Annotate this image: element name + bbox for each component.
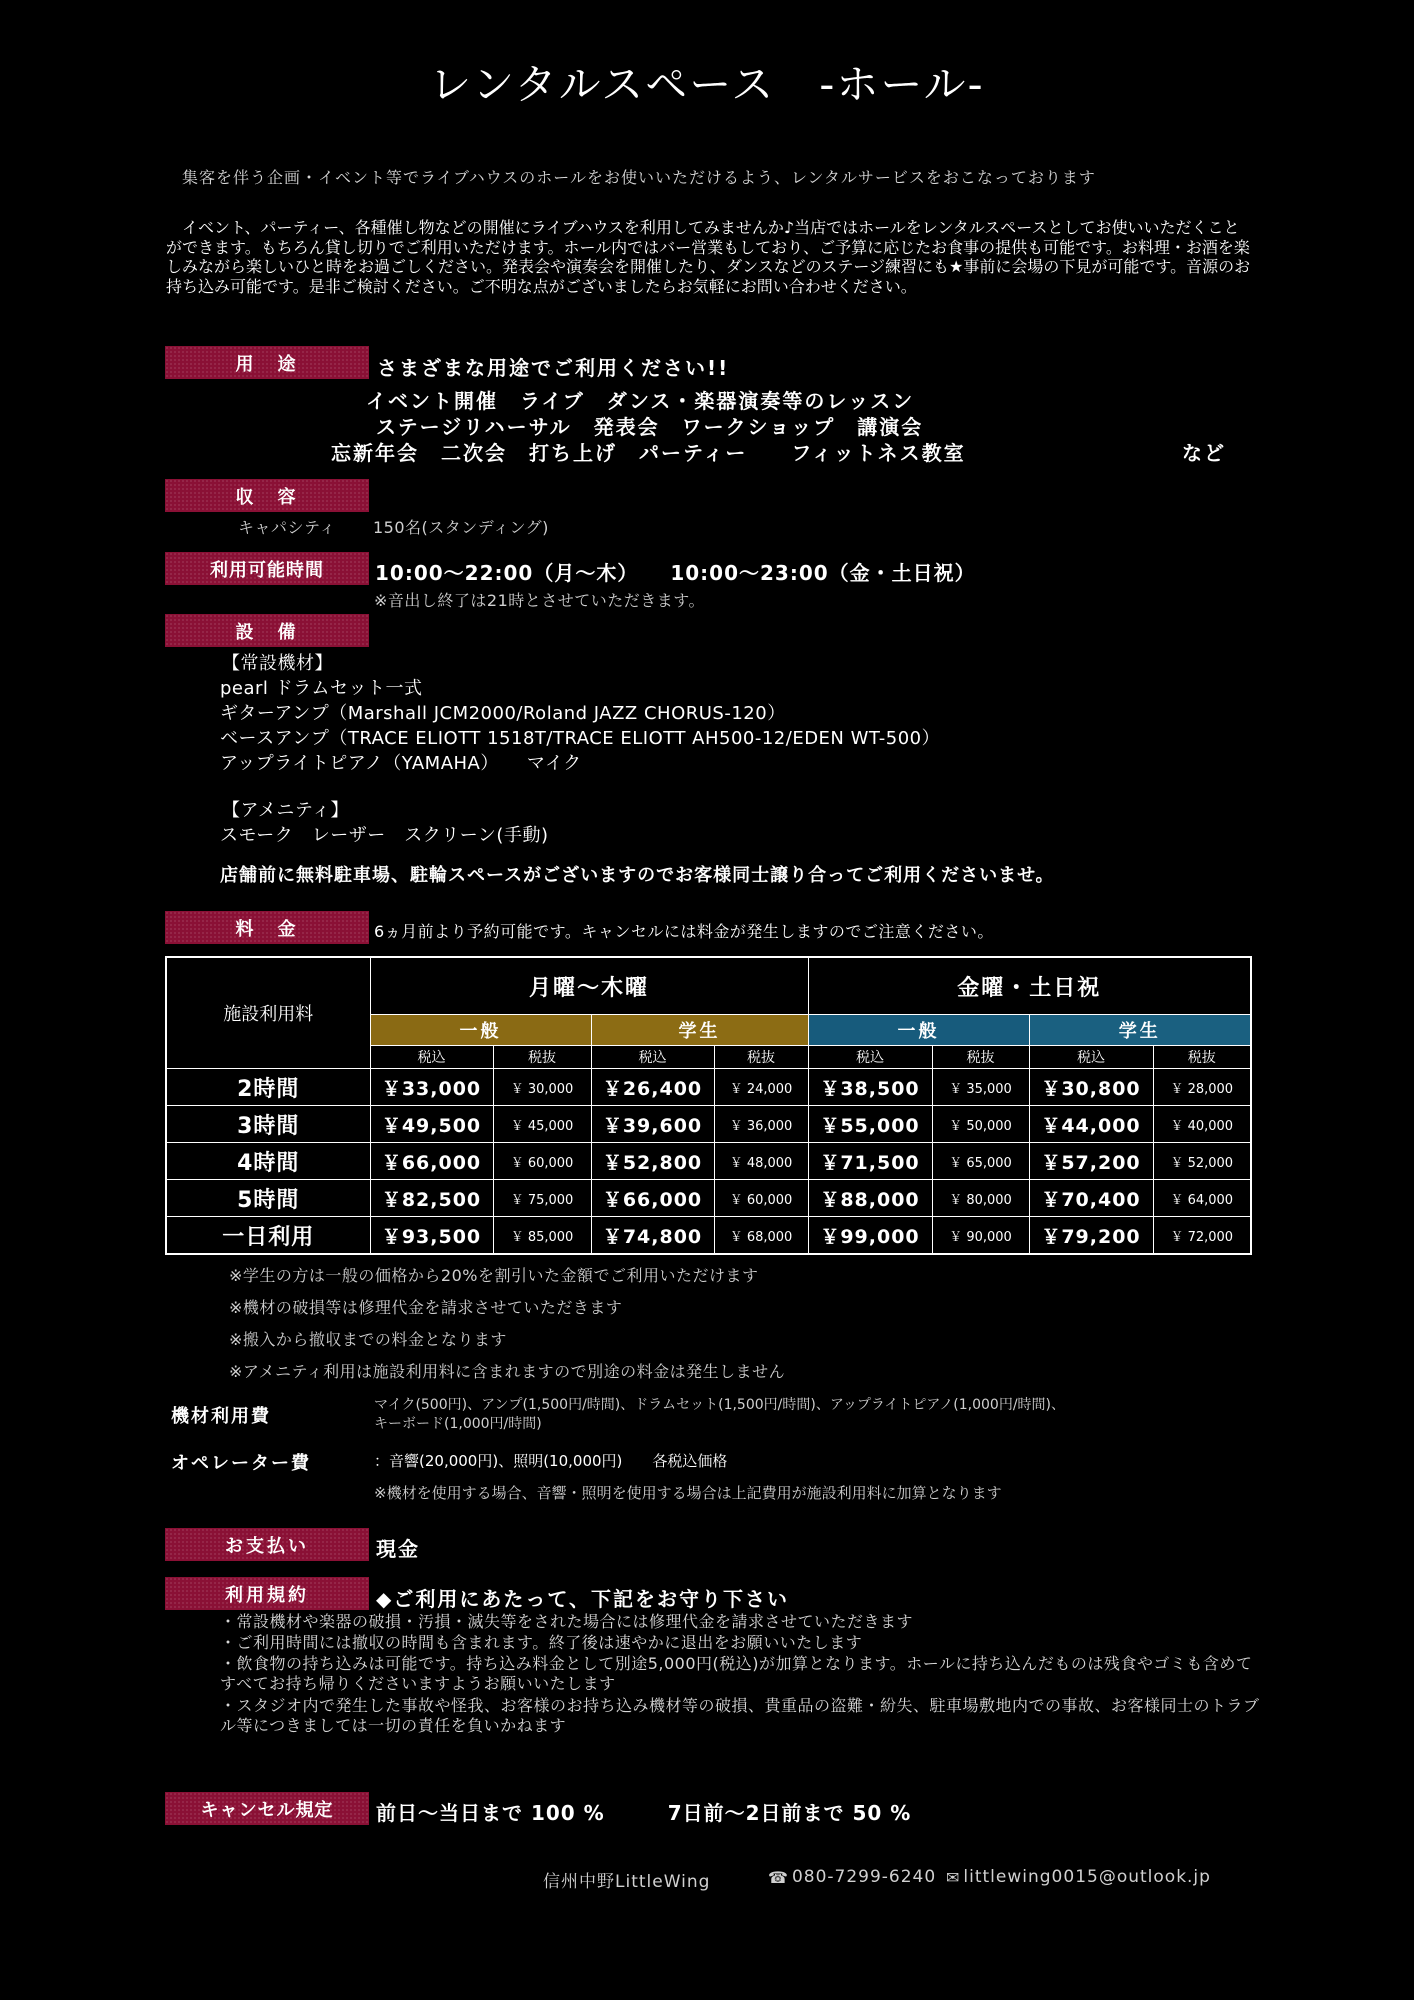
section-label-capacity: 収 容 [165, 479, 369, 512]
equipment-item: ギターアンプ（Marshall JCM2000/Roland JAZZ CHORUS-120） [220, 703, 786, 724]
tax-in-header: 税込 [591, 1046, 714, 1069]
capacity-value: 150名(スタンディング) [373, 518, 549, 537]
price-table [165, 956, 1252, 1255]
price-tax-in: ￥82,500 [370, 1180, 493, 1217]
section-label-payment: お支払い [165, 1528, 369, 1561]
fee-note-item: ※搬入から撤収までの料金となります [229, 1330, 507, 1349]
hours-text: 10:00～22:00（月～木） 10:00～23:00（金・土日祝） [375, 561, 976, 585]
price-tax-in: ￥57,200 [1029, 1143, 1153, 1180]
price-tax-ex: ￥ 90,000 [932, 1217, 1029, 1255]
price-tax-ex: ￥ 52,000 [1153, 1143, 1251, 1180]
operator-fee-note: ※機材を使用する場合、音響・照明を使用する場合は上記費用が施設利用料に加算となります [374, 1484, 1002, 1502]
price-tax-ex: ￥ 45,000 [493, 1106, 591, 1143]
table-row [166, 1180, 1251, 1217]
row-duration: 2時間 [166, 1069, 370, 1106]
price-tax-in: ￥49,500 [370, 1106, 493, 1143]
cancel-text: 前日～当日まで 100 % 7日前～2日前まで 50 % [376, 1801, 912, 1825]
price-tax-ex: ￥ 80,000 [932, 1180, 1029, 1217]
price-tax-in: ￥52,800 [591, 1143, 714, 1180]
tax-in-header: 税込 [1029, 1046, 1153, 1069]
weekend-student-header: 学生 [1029, 1015, 1251, 1046]
intro-paragraph: イベント、パーティー、各種催し物などの開催にライブハウスを利用してみませんか♪当店ではホールをレンタルスペースとしてお使いいただくことができます。もちろん貸し切りでご利用いただけます。ホール内ではバー営業もしており、ご予算に応じたお食事の提供も可能です。お料理・お酒を楽しみながら楽しいひと時をお過ごしください。発表会や演奏会を開催したり、ダンスなどのステージ練習にも★事前に会場の下見が可能です。音源のお持ち込み可能です。是非ご検討ください。ご不明な点がございましたらお気軽にお問い合わせください。 [166, 218, 1251, 296]
amenity-heading: 【アメニティ】 [222, 800, 349, 821]
fee-note: 6ヵ月前より予約可能です。キャンセルには料金が発生しますのでご注意ください。 [374, 922, 994, 941]
parking-note: 店舗前に無料駐車場、駐輪スペースがございますのでお客様同士譲り合ってご利用くださいませ。 [220, 865, 1055, 886]
section-label-equipment: 設 備 [165, 614, 369, 647]
purpose-etc: など [1182, 441, 1226, 465]
price-tax-in: ￥39,600 [591, 1106, 714, 1143]
section-label-cancel: キャンセル規定 [165, 1792, 369, 1825]
tax-ex-header: 税抜 [1153, 1046, 1251, 1069]
payment-value: 現金 [376, 1537, 420, 1561]
price-tax-ex: ￥ 24,000 [714, 1069, 808, 1106]
price-tax-ex: ￥ 75,000 [493, 1180, 591, 1217]
purpose-line-3: 忘新年会 二次会 打ち上げ パーティー フィットネス教室 [331, 441, 966, 465]
capacity-key: キャパシティ [238, 518, 336, 537]
section-label-fee: 料 金 [165, 911, 369, 944]
section-label-purpose: 用 途 [165, 346, 369, 379]
table-corner: 施設利用料 [166, 957, 370, 1069]
gear-fee-label: 機材利用費 [171, 1406, 271, 1427]
price-tax-ex: ￥ 60,000 [714, 1180, 808, 1217]
price-tax-in: ￥88,000 [808, 1180, 932, 1217]
footer-email[interactable] [946, 1867, 1211, 1887]
equipment-standard-heading: 【常設機材】 [222, 653, 333, 674]
price-tax-in: ￥70,400 [1029, 1180, 1153, 1217]
weekend-general-header: 一般 [808, 1015, 1029, 1046]
fee-note-item: ※アメニティ利用は施設利用料に含まれますので別途の料金は発生しません [229, 1362, 786, 1381]
table-row [166, 1069, 1251, 1106]
table-row [166, 1143, 1251, 1180]
operator-fee-label: オペレーター費 [171, 1453, 311, 1474]
hours-note: ※音出し終了は21時とさせていただきます。 [374, 591, 705, 610]
tax-in-header: 税込 [808, 1046, 932, 1069]
price-tax-in: ￥44,000 [1029, 1106, 1153, 1143]
row-duration: 4時間 [166, 1143, 370, 1180]
price-tax-in: ￥79,200 [1029, 1217, 1153, 1255]
price-tax-in: ￥93,500 [370, 1217, 493, 1255]
price-tax-in: ￥74,800 [591, 1217, 714, 1255]
footer-email-address: littlewing0015@outlook.jp [963, 1867, 1211, 1887]
purpose-line-1: イベント開催 ライブ ダンス・楽器演奏等のレッスン [366, 389, 915, 413]
operator-fee-text: ：音響(20,000円)、照明(10,000円) 各税込価格 [374, 1452, 728, 1470]
tax-ex-header: 税抜 [714, 1046, 808, 1069]
price-tax-in: ￥66,000 [591, 1180, 714, 1217]
equipment-item: アップライトピアノ（YAMAHA） マイク [220, 753, 582, 774]
terms-item: ・常設機材や楽器の破損・汚損・滅失等をされた場合には修理代金を請求させていただきます [220, 1612, 914, 1631]
price-tax-in: ￥99,000 [808, 1217, 932, 1255]
price-tax-in: ￥33,000 [370, 1069, 493, 1106]
price-tax-ex: ￥ 35,000 [932, 1069, 1029, 1106]
section-label-hours: 利用可能時間 [165, 552, 369, 585]
row-duration: 3時間 [166, 1106, 370, 1143]
fee-note-item: ※学生の方は一般の価格から20%を割引いた金額でご利用いただけます [229, 1266, 759, 1285]
price-tax-ex: ￥ 40,000 [1153, 1106, 1251, 1143]
fee-note-item: ※機材の破損等は修理代金を請求させていただきます [229, 1298, 623, 1317]
purpose-headline: さまざまな用途でご利用ください!! [377, 356, 730, 380]
price-tax-in: ￥66,000 [370, 1143, 493, 1180]
price-tax-ex: ￥ 65,000 [932, 1143, 1029, 1180]
weekend-group-header: 金曜・土日祝 [808, 957, 1251, 1015]
price-tax-ex: ￥ 60,000 [493, 1143, 591, 1180]
tax-ex-header: 税抜 [493, 1046, 591, 1069]
price-tax-in: ￥26,400 [591, 1069, 714, 1106]
price-tax-in: ￥71,500 [808, 1143, 932, 1180]
footer-phone-number: 080-7299-6240 [791, 1867, 937, 1887]
price-tax-ex: ￥ 64,000 [1153, 1180, 1251, 1217]
footer-phone[interactable] [768, 1867, 936, 1887]
price-tax-ex: ￥ 72,000 [1153, 1217, 1251, 1255]
tax-ex-header: 税抜 [932, 1046, 1029, 1069]
price-tax-in: ￥55,000 [808, 1106, 932, 1143]
table-row [166, 1106, 1251, 1143]
price-tax-ex: ￥ 85,000 [493, 1217, 591, 1255]
page-title: レンタルスペース -ホール- [429, 60, 985, 109]
purpose-line-2: ステージリハーサル 発表会 ワークショップ 講演会 [376, 415, 924, 439]
price-tax-in: ￥38,500 [808, 1069, 932, 1106]
row-duration: 一日利用 [166, 1217, 370, 1255]
price-tax-ex: ￥ 68,000 [714, 1217, 808, 1255]
weekday-general-header: 一般 [370, 1015, 591, 1046]
equipment-item: pearl ドラムセット一式 [220, 678, 423, 699]
gear-fee-line-2: キーボード(1,000円/時間) [374, 1416, 542, 1432]
terms-headline: ◆ご利用にあたって、下記をお守り下さい [376, 1587, 789, 1611]
price-tax-in: ￥30,800 [1029, 1069, 1153, 1106]
table-row [166, 1217, 1251, 1255]
price-tax-ex: ￥ 28,000 [1153, 1069, 1251, 1106]
price-tax-ex: ￥ 48,000 [714, 1143, 808, 1180]
tax-in-header: 税込 [370, 1046, 493, 1069]
price-tax-ex: ￥ 50,000 [932, 1106, 1029, 1143]
mail-icon: ✉ [946, 1867, 961, 1887]
phone-icon: ☎ [768, 1867, 789, 1887]
footer-shop-name: 信州中野LittleWing [543, 1872, 711, 1892]
terms-item: ・ご利用時間には撤収の時間も含まれます。終了後は速やかに退出をお願いいたします [220, 1633, 863, 1652]
price-tax-ex: ￥ 30,000 [493, 1069, 591, 1106]
price-tax-ex: ￥ 36,000 [714, 1106, 808, 1143]
terms-item: ・飲食物の持ち込みは可能です。持ち込み料金として別途5,000円(税込)が加算となります。ホールに持ち込んだものは残食やゴミも含めてすべてお持ち帰りくださいますようお願いいたします [220, 1654, 1253, 1693]
row-duration: 5時間 [166, 1180, 370, 1217]
lead-text: 集客を伴う企画・イベント等でライブハウスのホールをお使いいただけるよう、レンタルサービスをおこなっております [182, 168, 1096, 187]
equipment-item: ベースアンプ（TRACE ELIOTT 1518T/TRACE ELIOTT AH500-12/EDEN WT-500） [220, 728, 941, 749]
weekday-student-header: 学生 [591, 1015, 808, 1046]
terms-item: ・スタジオ内で発生した事故や怪我、お客様のお持ち込み機材等の破損、貴重品の盗難・紛失、駐車場敷地内での事故、お客様同士のトラブル等につきましては一切の責任を負いかねます [220, 1696, 1260, 1735]
weekday-group-header: 月曜～木曜 [370, 957, 808, 1015]
amenity-list: スモーク レーザー スクリーン(手動) [220, 825, 549, 846]
section-label-terms: 利用規約 [165, 1577, 369, 1610]
gear-fee-line-1: マイク(500円)、アンプ(1,500円/時間)、ドラムセット(1,500円/時間)、アップライトピアノ(1,000円/時間)、 [374, 1397, 1066, 1413]
